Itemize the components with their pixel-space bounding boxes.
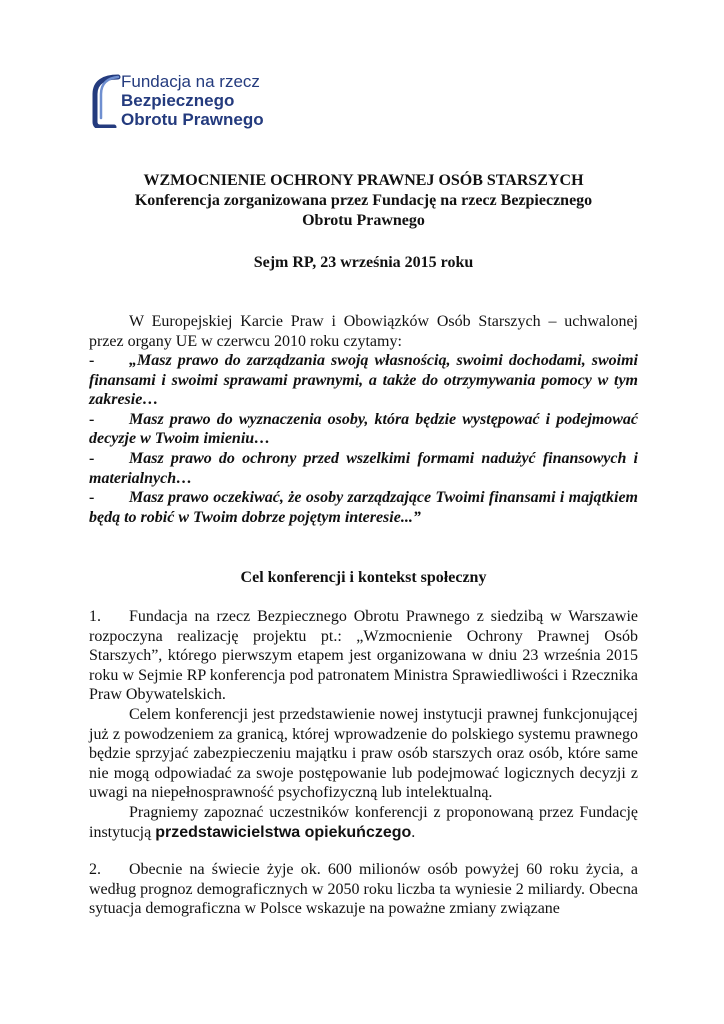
paragraph-number: 2.	[89, 861, 101, 878]
quote-item	[89, 449, 638, 488]
paragraph-1-main	[89, 607, 638, 705]
intro-paragraph: W Europejskiej Karcie Praw i Obowiązków Osób Starszych – uchwalonej przez organy UE w czerwcu 2010 roku czytamy:	[89, 313, 638, 350]
quote-item	[89, 410, 638, 449]
quote-dash: -	[89, 352, 95, 369]
quote-dash: -	[89, 410, 95, 428]
charter-quotes	[89, 351, 638, 527]
paragraph-1-closing	[89, 803, 638, 842]
quote-item	[89, 351, 638, 410]
quote-dash: -	[89, 489, 95, 507]
paragraph-1-goal: Celem konferencji jest przedstawienie nowej instytucji prawnej funkcjonującej już z powodzeniem za granicą, której wprowadzenie do polskiego systemu prawnego będzie sprzyjać zabezpieczeniu majątku i praw osób starszych oraz osób, które same nie mogą odpowiadać za swoje postępowanie lub podejmować logicznych decyzji z uwagi na niepełnosprawność psychofizyczną lub intelektualną.	[89, 705, 638, 802]
quote-dash: -	[89, 449, 95, 467]
quote-text: Masz prawo do ochrony przed wszelkimi formami nadużyć finansowych i materialnych…	[89, 449, 638, 487]
foundation-logo	[90, 72, 290, 132]
quote-text: Masz prawo oczekiwać, że osoby zarządzające Twoimi finansami i majątkiem będą to robić w Twoim dobrze pojętym interesie...”	[89, 489, 638, 526]
paragraph-1-text: Fundacja na rzecz Bezpiecznego Obrotu Prawnego z siedzibą w Warszawie rozpoczyna realizację projektu pt.: „Wzmocnienie Ochrony Prawnej Osób Starszych”, którego pierwszym etapem jest organizowana w dniu 23 września 2015 roku w Sejmie RP konferencja pod patronatem Ministra Sprawiedliwości i Rzecznika Praw Obywatelskich.	[89, 608, 638, 704]
section-heading: Cel konferencji i kontekst społeczny	[240, 569, 487, 586]
paragraph-2	[89, 860, 638, 919]
quote-text: „Masz prawo do zarządzania swoją własnością, swoimi dochodami, swoimi finansami i swoimi sprawami prawnymi, a także do otrzymywania pomocy w tym zakresie…	[89, 352, 638, 409]
logo-line-1: Fundacja na rzecz	[121, 72, 260, 91]
document-date: Sejm RP, 23 września 2015 roku	[253, 254, 474, 271]
paragraph-1	[89, 607, 638, 842]
logo-shield-icon	[90, 74, 122, 128]
document-subtitle: Konferencja zorganizowana przez Fundację na rzecz Bezpiecznego Obrotu Prawnego	[134, 192, 593, 229]
logo-text	[121, 72, 264, 129]
logo-line-2: Bezpiecznego	[121, 91, 235, 110]
paragraph-2-text: Obecnie na świecie żyje ok. 600 milionów osób powyżej 60 roku życia, a według prognoz demograficznych w 2050 roku liczba ta wyniesie 2 miliardy. Obecna sytuacja demograficzna w Polsce wskazuje na poważne zmiany związane	[89, 861, 638, 918]
institution-name: przedstawicielstwa opiekuńczego	[155, 823, 412, 841]
closing-text: Pragniemy zapoznać uczestników konferencji z proponowaną przez Fundację instytucją	[89, 803, 638, 841]
document-title: WZMOCNIENIE OCHRONY PRAWNEJ OSÓB STARSZYCH	[143, 172, 584, 189]
quote-text: Masz prawo do wyznaczenia osoby, która będzie występować i podejmować decyzje w Twoim imieniu…	[89, 410, 638, 448]
quote-item	[89, 488, 638, 527]
closing-period: .	[411, 823, 416, 841]
logo-line-3: Obrotu Prawnego	[121, 110, 264, 129]
paragraph-number: 1.	[89, 608, 101, 625]
